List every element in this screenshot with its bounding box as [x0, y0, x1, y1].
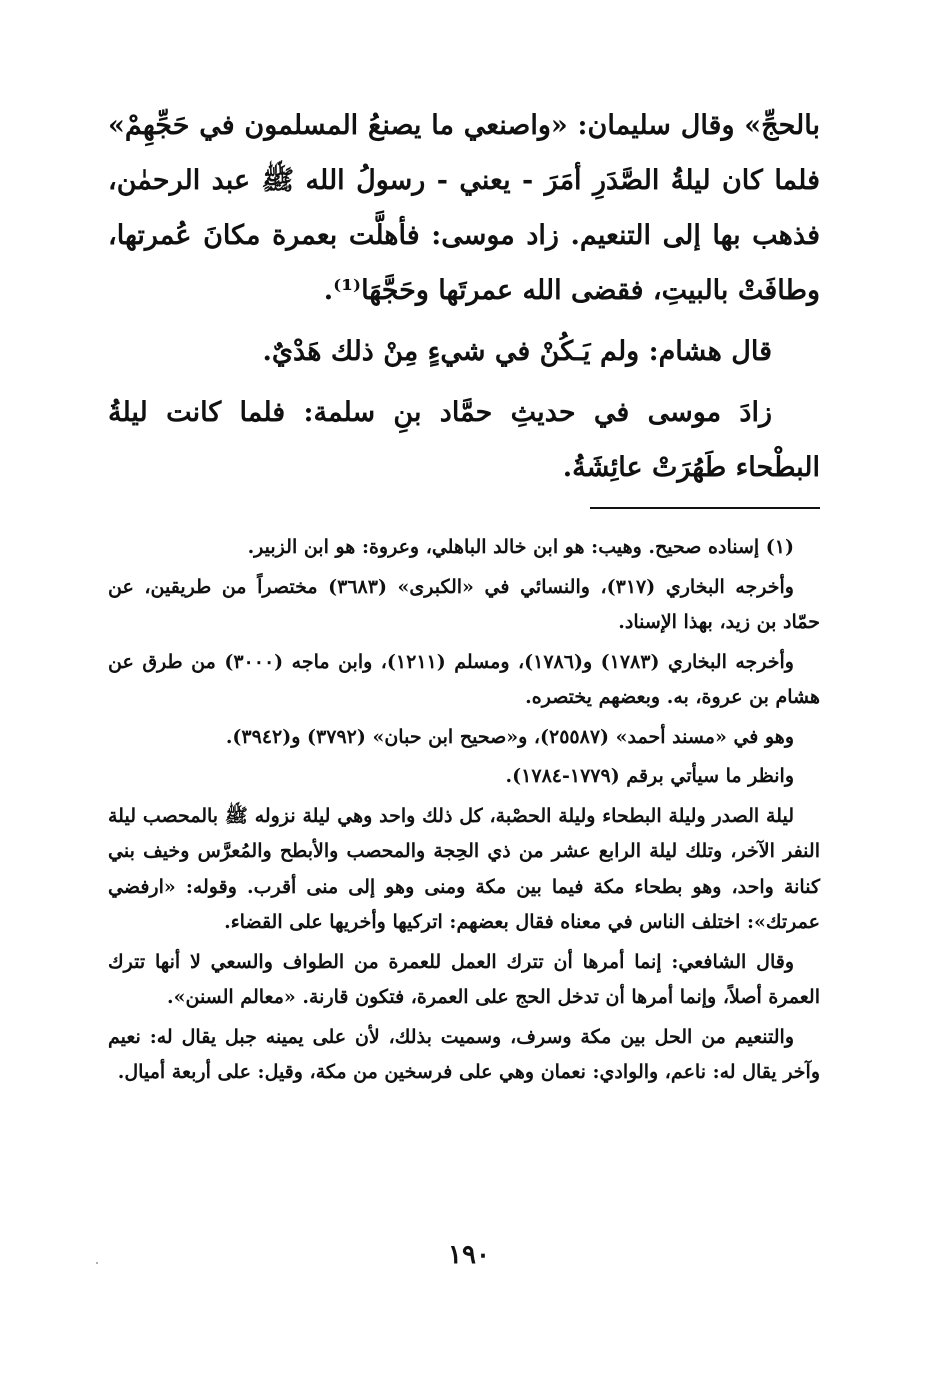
- main-paragraph: زادَ موسى في حديثِ حمَّاد بنِ سلمة: فلما كانت ليلةُ البطْحاء طَهُرَتْ عائِشَةُ.: [108, 397, 820, 483]
- main-paragraph: قال هشام: ولم يَـكُنْ في شيءٍ مِنْ ذلك هَدْيٌ.: [262, 336, 772, 367]
- footnote-line: وقال الشافعي: إنما أمرها أن تترك العمل للعمرة من الطواف والسعي لا أنها تترك العمرة أصلاً، وإنما أمرها أن تدخل الحج على العمرة، فتكون قارنة. «معالم السنن».: [108, 950, 820, 1008]
- footnotes: [108, 530, 820, 1095]
- footnote-line: والتنعيم من الحل بين مكة وسرف، وسميت بذلك، لأن على يمينه جبل يقال له: نعيم وآخر يقال له: ناعم، والوادي: نعمان وهي على فرسخين من مكة، وقيل: على أربعة أميال.: [108, 1025, 820, 1083]
- footnote-line: وأخرجه البخاري (١٧٨٣) و(١٧٨٦)، ومسلم (١٢١١)، وابن ماجه (٣٠٠٠) من طرق عن هشام بن عروة، به. وبعضهم يختصره.: [108, 650, 820, 708]
- main-paragraph: بالحجِّ» وقال سليمان: «واصنعي ما يصنعُ المسلمون في حَجِّهِمْ» فلما كان ليلةُ الصَّدَرِ أمَرَ - يعني - رسولُ الله ﷺ عبد الرحمٰن، فذهب بها إلى التنعيم. زاد موسى: فأهلَّت بعمرة مكانَ عُمرتها، وطافَتْ بالبيتِ، فقضى الله عمرتَها وحَجَّهَا⁽¹⁾.: [108, 110, 820, 306]
- footnote-line: وهو في «مسند أحمد» (٢٥٥٨٧)، و«صحيح ابن حبان» (٣٧٩٢) و(٣٩٤٢).: [225, 725, 794, 748]
- footnote-line: وأخرجه البخاري (٣١٧)، والنسائي في «الكبرى» (٣٦٨٣) مختصراً من طريقين، عن حمّاد بن زيد، بهذا الإسناد.: [108, 575, 820, 633]
- page-number: ١٩٠: [448, 1240, 490, 1270]
- scan-speck: [96, 1262, 98, 1264]
- footnote-separator: [590, 507, 820, 509]
- main-text: [108, 98, 820, 495]
- footnote-line: وانظر ما سيأتي برقم (١٧٧٩-١٧٨٤).: [505, 765, 794, 787]
- footnote-line: ليلة الصدر وليلة البطحاء وليلة الحصْبة، كل ذلك واحد وهي ليلة نزوله ﷺ بالمحصب ليلة النفر الآخر، وتلك ليلة الرابع عشر من ذي الحِجة والمحصب والأبطح والمُعرَّس وخيف بني كنانة واحد، وهو بطحاء مكة فيما بين مكة ومنى وهو إلى منى أقرب. وقوله: «ارفضي عمرتك»: اختلف الناس في معناه فقال بعضهم: اتركيها وأخريها على القضاء.: [108, 804, 820, 933]
- footnote-line: (١) إسناده صحيح. وهيب: هو ابن خالد الباهلي، وعروة: هو ابن الزبير.: [247, 536, 794, 558]
